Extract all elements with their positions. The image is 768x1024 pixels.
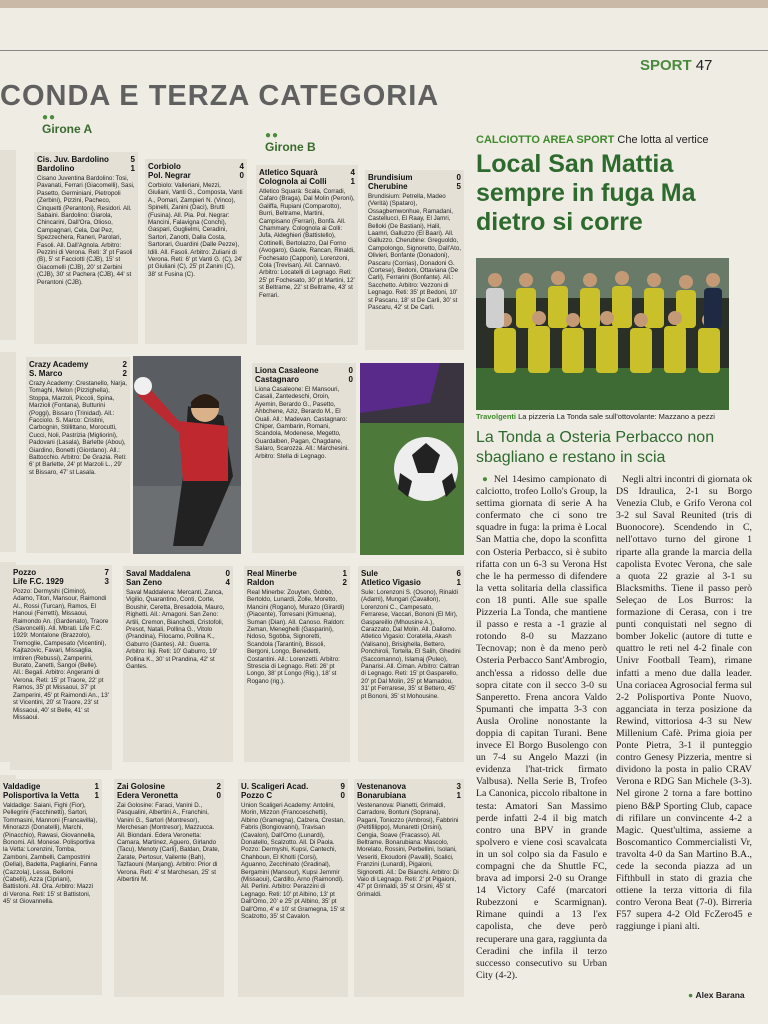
match-card-body: Union Scaligeri Academy: Antolini, Morin, Mizzon (Francceschetti), Albino (Gramegna), Calzera, Crestan, Fabris (Bongiovanni), Travisan (Cavalon), Dall'Omo (Lunardi), Donatello, Scalzotto. All. Di Paola. Pozzo: Dermyshi, Kupsi, Cantechi, Chahboun, El Kholti (Corsi), Aguanno, Zecchinato (Gradinal), Bergamini (Mansour), Kupsi Jemmir (Missaoui), Cardillo, Arno (Raimondi). All. Perlini. Arbitro: Perazzini di Legnago. Reti: 10' pt Albino, 13' pt Dall'Omo, 20' e 25' pt Albino, 35' pt Dall'Omo, 4' e 10' st Gramegna, 15' st Scalzotto, 35' st Cavalon.	[241, 802, 345, 921]
team-photo	[476, 258, 729, 410]
match-card-body: Cisano Juventina Bardolino: Tosi, Pavanati, Ferrari (Giacomelli), Sasi, Pasetto, Germiniani, Pietropoli (Zerbini), Pizzini, Pacheco, Cinquetti (Perantoni), Residori. All. Sabaini. Bardolino: Giarola, Chincarini, Dall'Ora, Olioso, Campagnari, Cela, Dal Pez, Spezzechera, Raneri, Parolari, Fasoli. All. Dall'Agnola. Arbitro: Pezzini di Verona. Reti: 3' pt Fasoli (B), 5' st Facciotti (CJB), 15' st Giacomelli (CJB), 20' st Zerbini (CJB), 30' st Pachera (CJB), 44' st Perantoni (CJB).	[37, 175, 135, 286]
match-card-body: Saval Maddalena: Mercanti, Zanca, Vigilio, Quarantino, Conti, Corte, Boushir, Ceretta, Bresadola, Mauro, Righetti. All.: Amagoni. San Zeno: Artili, Cremon, Bianchedi, Cristofoli, Presot, Natali, Pollina G., Vitolo (Prandina), Filocamo, Pollina K., Gaburro (Gantes). All.: Guerra. Arbitro: Ikji. Reti: 10' Gaburro, 19' Pollina K., 30' st Prandina, 42' st Gantes.	[126, 589, 225, 671]
match-card: Zai Golosine 2 Edera Veronetta 0 Zai Golosine: Faraci, Vanini D., Pasqualini, Albertini A., Franchini, Vanini G., Sartori (Montresor), Merchesan (Montresor), Mazzucca. All. Biondani. Edera Veronetta: Camara, Martinez, Aguero, Girlando (Tacu), Menoty (Carli), Baldan, Drate, Zarate, Pertosur, Vailente (Bah), Tazfaouni (Manjang). Arbitro: Prior di Verona. Reti: 4' st Marchesan, 25' st Albertini M.	[114, 779, 224, 997]
article-column-1: ● Nel 14esimo campionato di calciotto, trofeo Lollo's Group, la settima giornata di serie A ha confermato che ci sono tre squadre in fuga: la prima è Local San Mattia che, dopo la sconfitta con Osteria Perbacco, si è subito rifatta con un 6-3 su Verona Hst che le ha permesso di difendere la vetta solitaria della classifica con 18 punti. Alle sue spalle Pizzeria La Tonda, che mantiene il passo e resta a -1 grazie al rotondo 8-0 su Mazzano Tecnovap; non è da meno però Osteria Perbacco Sant'Ambrogio, anch'essa a ridosso delle due sopra citate con il secco 3-0 su Sanperetto. Frena ancora Valdo Spumanti che impatta 3-3 con Ausla Oroline nonostante la doppia di capitan Turani. Bene invece El Borgo Busolengo con un 7-4 su Angelo Mazzi (in evidenza l'hat-trick firmato Valbusa). Nella Serie B, Trofeo La Canonica, piccolo ribaltone in testa: Amatori San Massimo perde infatti 2-4 il big match contro una BPV in grande spolvero e viene così scavalcata in un sol colpo sia da Fasulo e compagni che da Shuttle FC, brava ad imporsi 2-0 su Orange 14 Victory Café (marcatori Rubezzoni e Scarmignan). Rimane quindi a 13 l'ex capolista, che deve però recuperare una gara, raggiunta da Ceradini che infila il terzo successo consecutivo su Urban City (4-2).	[476, 474, 607, 981]
match-card: Saval Maddalena 0 San Zeno 4 Saval Maddalena: Mercanti, Zanca, Vigilio, Quarantino, Conti, Corte, Boushir, Ceretta, Bresadola, Mauro, Righetti. All.: Amagoni. San Zeno: Artili, Cremon, Bianchedi, Cristofoli, Presot, Natali, Pollina G., Vitolo (Prandina), Filocamo, Pollina K., Gaburro (Gantes). All.: Guerra. Arbitro: Ikji. Reti: 10' Gaburro, 19' Pollina K., 30' st Prandina, 42' st Gantes.	[123, 566, 233, 762]
match-card: Sule 6 Atletico Vigasio 1 Sule: Lorenzoni S. (Osono), Rinaldi (Adami), Mungari (Cavallon), Lorenzoni C., Campesato, Ferrarese, Vaccari, Bononi (El Mir), Gaspareillo (Mhousine A.), Carazzato, Dal Molin. All. Dallomo. Atletico Vigasio: Coratella, Akash (Valisano), Brisighella, Bettero, Ponchiroli, Tortella, El Salih, Ghedini (Saccomanno), Islamaj (Puleo), Panarisi. All. Ciman. Arbitro: Caltran di Legnago. Reti: 15' pt Gasparello, 20' pt Dal Molin, 25' pt Mamadou, 31' pt Ferrarese, 35' st Bettero, 45' pt Bononi, 35' st Mohousine.	[358, 566, 464, 762]
cut-card-left-2	[0, 352, 16, 552]
group-b-heading: ●● Girone B	[265, 130, 316, 154]
article-byline: ● Alex Barana	[688, 990, 745, 1000]
article-column-2: Negli altri incontri di giornata ok DS Idraulica, 2-1 su Borgo Venezia Club, e Grifo Verona col 3-2 sul Saval Reunited (tris di Buonocore). Scendendo in C, nell'ottavo turno del girone 1 riparte alla grande la marcia della capolista Evotec Verona, che sale a quota 22 grazie al 3-1 su Blacksmiths. Tiene il passo però Seleçao de Los Burros: la formazione di Cerasa, con i tre punti conquistati nel segno di bomber Jokelic (autore di tutte e quattro le reti nel 4-2 finale con Univr Football Team), rimane infatti a meno due dalla leader. Una coriacea Agrosocial ferma sul 2-2 Polisportiva Ponte Nuovo, agganciata in terza posizione da Rewind, vittoriosa 4-3 su New Millenium Cafè. Prima gioia per Ponte Pietra, 3-1 il punteggio contro Genesy Pizzeria, mentre si dividono la posta in palio CRAV Verona e RDG San Michele (3-3). Nel girone 2 torna a fare bottino pieno B&P Sporting Club, capace di rifilare un convincente 4-2 a Magic. Quest'ultima, assieme a Boscomantico Commercialisti Vr, travolta 4-0 da San Martino B.A., cede la seconda piazza ad un Fifthbull in stato di grazia che ottiene la terza vittoria di fila contro Verona Beat (7-0). Birreria F57 supera 4-2 Old FcZero45 e raggiunge i piani alti.	[616, 474, 752, 933]
group-a-heading: ●● Girone A	[42, 112, 93, 136]
match-card-body: Atletico Squarà: Scala, Corradi, Cafaro (Braga), Dal Molin (Peroni), Galiffa, Rupiani (Comparotto), Burri, Beltrame, Martini, Campisano (Ferrari), Bonfà. All. Chammary. Colognola ai Colli: Jufa, Aldeghieri (Battistello), Cottinelli, Bertolazzo, Dal Forno (Avogaro), Gaole, Rancan, Rinaldi, Fochesato (Capponi), Lorenzoni, Cola (Trevisan). All. Cannavò. Arbitro: Locatelli di Legnago. Reti: 25' pt Fochesato, 30' pt Martini, 12' st Beltrame, 22' st Beltrame, 43' st Ferrari.	[259, 188, 355, 299]
football-photo	[360, 363, 464, 555]
match-card-body: Valdadige: Saiani, Fighi (Fior), Pellegrini (Facchinetti), Sartori, Tommasini, Mannoni (Francavilla), Minorazzi (Donatelli), Marchi, (Pinacchio), Rawasi, Giovannella, Bonomi. All. Monese. Polisportiva la Vetta: Lorenzini, Tomba, Zamboni, Zambelli, Campostrini (Dellai), Badetta, Pagliarini, Fanna (Cazzola), Lessa, Bellomi (Cabelli), Azza (Cipriani), Battistoni. All. Ora. Arbitro: Mazzi di Verona. Reti: 15' st Battistoni, 45' st Giovannella.	[3, 802, 98, 906]
match-card-body: Corbiolo: Valleriani, Mezzi, Giuliani, Vanti G., Composta, Vanti A., Pomari, Zampieri N. (Vinco), Spinelli, Zanini (Dacì), Brutti (Fusina). All. Pia. Pol. Negrar: Mancini, Falavigna (Conchi), Gaspari, Guglielmi, Ceradini, Sartori, Zanotti, Dalla Costa, Sartorari, Guardini (Dalle Pezze), Idili. All. Fasoli. Arbitro: Zuliani di Verona. Reti: 6' pt Vanti G. (C), 24' pt Giuliani (C), 25' pt Zanini (C), 38' st Fusina (C).	[148, 182, 243, 278]
section-name: SPORT	[640, 57, 692, 74]
match-card-body: Zai Golosine: Faraci, Vanini D., Pasqualini, Albertini A., Franchini, Vanini G., Sartori (Montresor), Merchesan (Montresor), Mazzucca. All. Biondani. Edera Veronetta: Camara, Martinez, Aguero, Girlando (Tacu), Menoty (Carli), Baldan, Drate, Zarate, Pertosur, Vailente (Bah), Tazfaouni (Manjang). Arbitro: Prior di Verona. Reti: 4' st Marchesan, 25' st Albertini M.	[117, 802, 220, 884]
match-card-body: Vestenanova: Pianetti, Grimaldi, Carradore, Bontuni (Soprana), Pagani, Toniozzo (Ambrosi), Fabbrini (Pettifilippo), Munaretti (Orsini), Cengia, Soave (Fracasso). All. Beltrame. Bonarubiana: Mascolo, Morelato, Rossini, Perbellini, Isolani, Veseriti, Ekoudoni (Pavalli), Scalici, Franzini (Lunardi), Pigaioni, Signoretti. All.: De Bianchi. Arbitro: Di Vaio di Legnago. Reti: 2' pt Pigaioni, 47' pt Grimaldi, 35' st Orsini, 45' st Grimaldi.	[357, 802, 459, 898]
match-card-body: Pozzo: Dermyshi (Cimino), Adamo, Titon, Mansour, Raimondi Al., Rossi (Turcan), Ramos, El Hanoui (Ferretti), Missaoui, Raimondo An. (Gardenato), Traore (Savoncelli). All. Mbrati. Life F.C. 1929: Montalone (Brazzolo), Tremoglie, Campesato (Vicentini), Kajtazovic, Favari, Missaglia, Imtiren (Rebussi), Zamperini, Burato, Zanetti, Sangoi (Belle). All.: Begali. Arbitro: Angerami di Verona. Reti: 15' pt Traore, 22' pt Ramos, 35' pt Missaoui, 37' pt Zamperini, 45' pt Raimondi An., 13' st Vicentini, 20' st Traore, 23' st Missaoui, 40' st Belle, 41' st Missaoui.	[13, 588, 109, 721]
match-card: Valdadige 1 Polisportiva la Vetta 1 Valdadige: Saiani, Fighi (Fior), Pellegrini (Facchinetti), Sartori, Tommasini, Mannoni (Francavilla), Minorazzi (Donatelli), Marchi, (Pinacchio), Rawasi, Giovannella, Bonomi. All. Monese. Polisportiva la Vetta: Lorenzini, Tomba, Zamboni, Zambelli, Campostrini (Dellai), Badetta, Pagliarini, Fanna (Cazzola), Lessa, Bellomi (Cabelli), Azza (Cipriani), Battistoni. All. Ora. Arbitro: Mazzi di Verona. Reti: 15' st Battistoni, 45' st Giovannella.	[0, 779, 102, 995]
match-card: Crazy Academy 2 S. Marco 2 Crazy Academy: Crestanello, Narja, Tomaghi, Melon (Pizzighella), Stoppa, Marzoli, Piccoli, Spina, Marzioli (Fontana), Butturini (Poggi), Bissaro (Trinidad). All.: Facciolo. S. Marco: Cristini, Carbognin, Stillittano, Morocutti, Cucci, Noli, Pastrizia (Migliorini), Padovani (Lasala), Barlette (Abou), Giardino, Bonetti (Giordano). All.: Battocchio. Arbitro: De Grazia. Reti: 6' pt Barlette, 24' pt Marzoli L., 29' st Bissaro, 47' st Lasala.	[26, 357, 130, 553]
match-card: Real Minerbe 1 Raldon 2 Real Minerbe: Zouyten, Gobbo, Bertoldo, Lunardi, Zolle, Moretto, Mancini (Rogano), Murazo (Girardi) (Piacente), Torresani (Kimuena), Suman (Dian). All. Canoso. Raldon: Zeman, Meneghelli (Gasparini), Ndoso, Sgobba, Signoretti, Scandola (Tarantini), Bissoli, Bergoni, Longo, Benedetti, Costantini. All.: Lorenzetti. Arbitro: Strescia di Legnago. Reti: 26' pt Longo, 38' pt Longo (Rig.), 18' st Rogano (rig.).	[244, 566, 350, 762]
dots-icon: ●●	[265, 130, 280, 141]
page-title: CONDA E TERZA CATEGORIA	[0, 80, 440, 112]
match-card-body: Sule: Lorenzoni S. (Osono), Rinaldi (Adami), Mungari (Cavallon), Lorenzoni C., Campesato, Ferrarese, Vaccari, Bononi (El Mir), Gaspareillo (Mhousine A.), Carazzato, Dal Molin. All. Dallomo. Atletico Vigasio: Coratella, Akash (Valisano), Brisighella, Bettero, Ponchiroli, Tortella, El Salih, Ghedini (Saccomanno), Islamaj (Puleo), Panarisi. All. Ciman. Arbitro: Caltran di Legnago. Reti: 15' pt Gasparello, 20' pt Dal Molin, 25' pt Mamadou, 31' pt Ferrarese, 35' st Bettero, 45' pt Bononi, 35' st Mohousine.	[361, 589, 461, 700]
match-card-body: Crazy Academy: Crestanello, Narja, Tomaghi, Melon (Pizzighella), Stoppa, Marzoli, Piccoli, Spina, Marzioli (Fontana), Butturini (Poggi), Bissaro (Trinidad). All.: Facciolo. S. Marco: Cristini, Carbognin, Stillittano, Morocutti, Cucci, Noli, Pastrizia (Migliorini), Padovani (Lasala), Barlette (Abou), Giardino, Bonetti (Giordano). All.: Battocchio. Arbitro: De Grazia. Reti: 6' pt Barlette, 24' pt Marzoli L., 29' st Bissaro, 47' st Lasala.	[29, 380, 128, 476]
match-card-body: Liona Casaleone: El Mansouri, Casali, Zantedeschi, Oroin, Ayemin, Berardo G., Pasetto, Ahbchene, Aziz, Berardo M., El Ouali. All.: Madevan. Castagnaro: Chiper, Gambarin, Romani, Scandola, Modenese, Megetto, Guardalben, Pagan, Chagdane, Salaro, Scarozza. All.: Marchesini. Arbitro: Stella di Legnago.	[255, 386, 349, 460]
match-card: Liona Casaleone 0 Castagnaro 0 Liona Casaleone: El Mansouri, Casali, Zantedeschi, Oroin, Ayemin, Berardo G., Pasetto, Ahbchene, Aziz, Berardo M., El Ouali. All.: Madevan. Castagnaro: Chiper, Gambarin, Romani, Scandola, Modenese, Megetto, Guardalben, Pagan, Chagdane, Salaro, Scarozza. All.: Marchesini. Arbitro: Stella di Legnago.	[252, 363, 356, 553]
match-card: Atletico Squarà 4 Colognola ai Colli 1 Atletico Squarà: Scala, Corradi, Cafaro (Braga), Dal Molin (Peroni), Galiffa, Rupiani (Comparotto), Burri, Beltrame, Martini, Campisano (Ferrari), Bonfà. All. Chammary. Colognola ai Colli: Jufa, Aldeghieri (Battistello), Cottinelli, Bertolazzo, Dal Forno (Avogaro), Gaole, Rancan, Rinaldi, Fochesato (Capponi), Lorenzoni, Cola (Trevisan). All. Cannavò. Arbitro: Locatelli di Legnago. Reti: 25' pt Fochesato, 30' pt Martini, 12' st Beltrame, 22' st Beltrame, 43' st Ferrari.	[256, 165, 358, 345]
match-card: Pozzo 7 Life F.C. 1929 3 Pozzo: Dermyshi (Cimino), Adamo, Titon, Mansour, Raimondi Al., Rossi (Turcan), Ramos, El Hanoui (Ferretti), Missaoui, Raimondo An. (Gardenato), Traore (Savoncelli). All. Mbrati. Life F.C. 1929: Montalone (Brazzolo), Tremoglie, Campesato (Vicentini), Kajtazovic, Favari, Missaglia, Imtiren (Rebussi), Zamperini, Burato, Zanetti, Sangoi (Belle). All.: Begali. Arbitro: Angerami di Verona. Reti: 15' pt Traore, 22' pt Ramos, 35' pt Missaoui, 37' pt Zamperini, 45' pt Raimondi An., 13' st Vicentini, 20' st Traore, 23' st Missaoui, 40' st Belle, 41' st Missaoui.	[10, 565, 112, 770]
bullet-icon: ●	[688, 990, 694, 1000]
match-card: U. Scaligeri Acad. 9 Pozzo C 0 Union Scaligeri Academy: Antolini, Morin, Mizzon (Francceschetti), Albino (Gramegna), Calzera, Crestan, Fabris (Bongiovanni), Travisan (Cavalon), Dall'Omo (Lunardi), Donatello, Scalzotto. All. Di Paola. Pozzo: Dermyshi, Kupsi, Cantechi, Chahboun, El Kholti (Corsi), Aguanno, Zecchinato (Gradinal), Bergamini (Mansour), Kupsi Jemmir (Missaoui), Cardillo, Arno (Raimondi). All. Perlini. Arbitro: Perazzini di Legnago. Reti: 10' pt Albino, 13' pt Dall'Omo, 20' e 25' pt Albino, 35' pt Dall'Omo, 4' e 10' st Gramegna, 15' st Scalzotto, 35' st Cavalon.	[238, 779, 348, 997]
kicker-text: Che lotta al vertice	[617, 134, 709, 146]
photo-caption: Travolgenti La pizzeria La Tonda sale sull'ottovolante: Mazzano a pezzi	[476, 412, 715, 421]
match-card-body: Brundisium: Petrella, Madeo (Verità) (Spataro), Ossagbemwonhue, Ramadani, Castelluccì, El Raay, El Jamri, Belloki (De Bastiani), Halil, Laamri, Galluzzo (El Baari). All. Galluzzo. Cherubine: Greguoldo, Campolongo, Signoretto, Dall'Ato, Olivieri, Bonfante (Donadoni), Pascaru (Corrias), Donadoni G. (Cortese), Bedoni, Ottaviana (De Carli), Ferrarini (Bonfante). All.: Sacchetto. Arbitro: Vezzoni di Legnago. Reti: 35' pt Bedoni, 10' st Pascaru, 18' st De Carli, 30' st Pascaru, 42' st De Carli.	[368, 193, 462, 312]
dots-icon: ●●	[42, 112, 57, 123]
page-number: 47	[695, 57, 713, 74]
article-subhead: La Tonda a Osteria Perbacco non sbagliano e restano in scia	[476, 429, 715, 466]
bullet-icon: ●	[482, 474, 490, 485]
goalkeeper-photo	[133, 356, 241, 554]
match-card: Vestenanova 3 Bonarubiana 1 Vestenanova: Pianetti, Grimaldi, Carradore, Bontuni (Soprana), Pagani, Toniozzo (Ambrosi), Fabbrini (Pettifilippo), Munaretti (Orsini), Cengia, Soave (Fracasso). All. Beltrame. Bonarubiana: Mascolo, Morelato, Rossini, Perbellini, Isolani, Veseriti, Ekoudoni (Pavalli), Scalici, Franzini (Lunardi), Pigaioni, Signoretti. All.: De Bianchi. Arbitro: Di Vaio di Legnago. Reti: 2' pt Pigaioni, 47' pt Grimaldi, 35' st Orsini, 45' st Grimaldi.	[354, 779, 464, 997]
article-kicker	[476, 134, 709, 146]
match-card-body: Real Minerbe: Zouyten, Gobbo, Bertoldo, Lunardi, Zolle, Moretto, Mancini (Rogano), Murazo (Girardi) (Piacente), Torresani (Kimuena), Suman (Dian). All. Canoso. Raldon: Zeman, Meneghelli (Gasparini), Ndoso, Sgobba, Signoretti, Scandola (Tarantini), Bissoli, Bergoni, Longo, Benedetti, Costantini. All.: Lorenzetti. Arbitro: Strescia di Legnago. Reti: 26' pt Longo, 38' pt Longo (Rig.), 18' st Rogano (rig.).	[247, 589, 345, 685]
kicker-label: CALCIOTTO AREA SPORT	[476, 134, 615, 146]
article-headline: Local San Mattia sempre in fuga Ma dietro si corre	[476, 150, 696, 236]
header-rule	[0, 50, 768, 51]
section-label	[640, 57, 712, 74]
match-card: Brundisium 0 Cherubine 5 Brundisium: Petrella, Madeo (Verità) (Spataro), Ossagbemwonhue, Ramadani, Castelluccì, El Raay, El Jamri, Belloki (De Bastiani), Halil, Laamri, Galluzzo (El Baari). All. Galluzzo. Cherubine: Greguoldo, Campolongo, Signoretto, Dall'Ato, Olivieri, Bonfante (Donadoni), Pascaru (Corrias), Donadoni G. (Cortese), Bedoni, Ottaviana (De Carli), Ferrarini (Bonfante). All.: Sacchetto. Arbitro: Vezzoni di Legnago. Reti: 35' pt Bedoni, 10' st Pascaru, 18' st De Carli, 30' st Pascaru, 42' st De Carli.	[365, 170, 464, 350]
match-card: Cis. Juv. Bardolino 5 Bardolino 1 Cisano Juventina Bardolino: Tosi, Pavanati, Ferrari (Giacomelli), Sasi, Pasetto, Germiniani, Pietropoli (Zerbini), Pizzini, Pacheco, Cinquetti (Perantoni), Residori. All. Sabaini. Bardolino: Giarola, Chincarini, Dall'Ora, Olioso, Campagnari, Cela, Dal Pez, Spezzechera, Raneri, Parolari, Fasoli. All. Dall'Agnola. Arbitro: Pezzini di Verona. Reti: 3' pt Fasoli (B), 5' st Facciotti (CJB), 15' st Giacomelli (CJB), 20' st Zerbini (CJB), 30' st Pachera (CJB), 44' st Perantoni (CJB).	[34, 152, 138, 344]
cut-card-left-1	[0, 150, 16, 340]
match-card: Corbiolo 4 Pol. Negrar 0 Corbiolo: Valleriani, Mezzi, Giuliani, Vanti G., Composta, Vanti A., Pomari, Zampieri N. (Vinco), Spinelli, Zanini (Dacì), Brutti (Fusina). All. Pia. Pol. Negrar: Mancini, Falavigna (Conchi), Gaspari, Guglielmi, Ceradini, Sartori, Zanotti, Dalla Costa, Sartorari, Guardini (Dalle Pezze), Idili. All. Fasoli. Arbitro: Zuliani di Verona. Reti: 6' pt Vanti G. (C), 24' pt Giuliani (C), 25' pt Zanini (C), 38' st Fusina (C).	[145, 159, 247, 344]
